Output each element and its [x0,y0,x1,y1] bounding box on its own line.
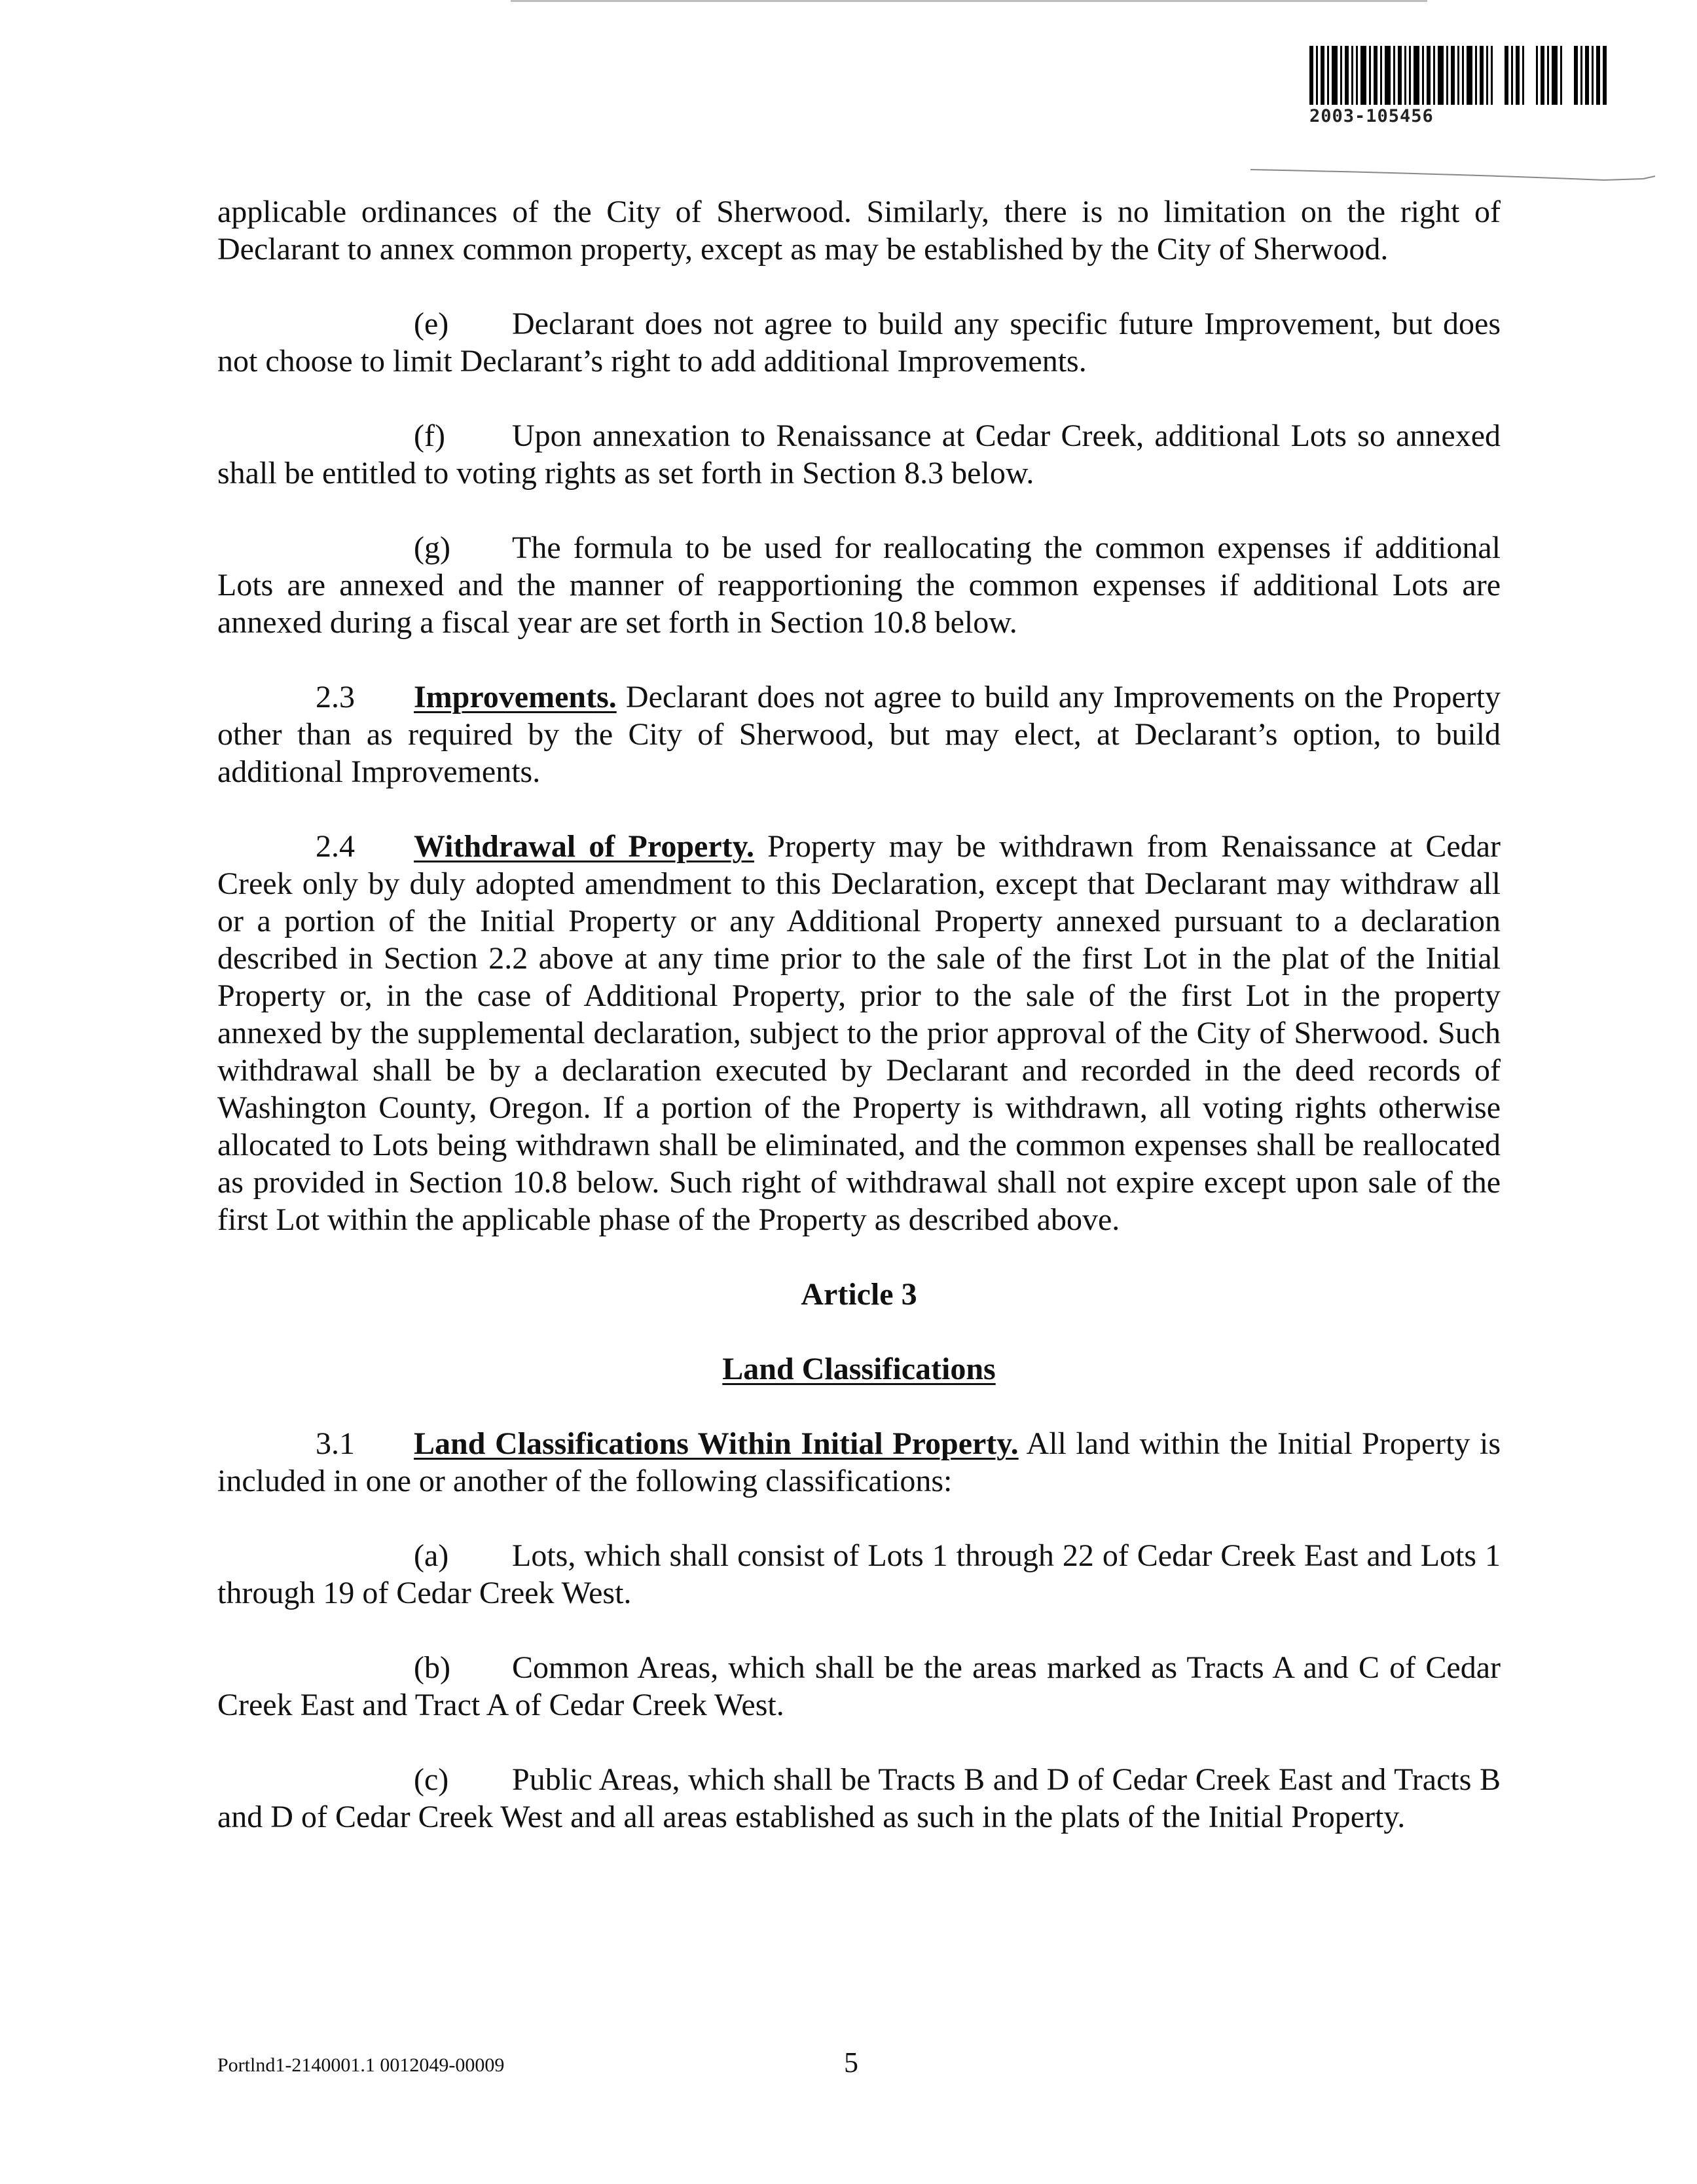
section-2-4 [217,828,1501,1238]
scan-artifact-line [1250,167,1656,187]
clause-number: (b) [414,1650,450,1685]
document-body [217,193,1501,1873]
clause-text: Common Areas, which shall be the areas marked as Tracts A and C of Cedar Creek East and Tract A of Cedar Creek West. [217,1650,1501,1722]
clause-a [217,1537,1501,1612]
clause-e [217,305,1501,380]
section-text: Property may be withdrawn from Renaissance at Cedar Creek only by duly adopted amendment to this Declaration, except that Declarant may withdraw all or a portion of the Initial Property or any Additional Property annexed pursuant to a declaration described in Section 2.2 above at any time prior to the sale of the first Lot in the plat of the Initial Property or, in the case of Additional Property, prior to the sale of the first Lot in the property annexed by the supplemental declaration, subject to the prior approval of the City of Sherwood. Such withdrawal shall be by a declaration executed by Declarant and recorded in the deed records of Washington County, Oregon. If a portion of the Property is withdrawn, all voting rights otherwise allocated to Lots being withdrawn shall be eliminated, and the common expenses shall be reallocated as provided in Section 10.8 below. Such right of withdrawal shall not expire except upon sale of the first Lot within the applicable phase of the Property as described above. [217,829,1501,1237]
section-number: 3.1 [316,1426,355,1461]
clause-b [217,1649,1501,1724]
section-text: All land within the Initial Property is included in one or another of the following classifications: [217,1426,1501,1498]
clause-number: (c) [414,1762,449,1797]
article-subtitle: Land Classifications [722,1352,996,1386]
clause-text: The formula to be used for reallocating the common expenses if additional Lots are annexed and the manner of reapportioning the common expenses if additional Lots are annexed during a fiscal year are set forth in Section 10.8 below. [217,530,1501,640]
clause-text: Declarant does not agree to build any specific future Improvement, but does not choose to limit Declarant’s right to add additional Improvements. [217,306,1501,379]
section-heading: Improvements. [414,680,617,714]
section-2-3 [217,678,1501,790]
clause-number: (a) [414,1538,449,1573]
clause-number: (f) [414,418,445,453]
clause-text: Public Areas, which shall be Tracts B and D of Cedar Creek East and Tracts B and D of Cedar Creek West and all areas established as such in the plats of the Initial Property. [217,1762,1501,1834]
recording-stamp [1309,46,1617,126]
section-heading: Withdrawal of Property. [414,829,754,864]
scan-top-edge-line [511,0,1427,2]
article-title: Article 3 [801,1277,917,1312]
section-3-1 [217,1425,1501,1500]
section-heading: Land Classifications Within Initial Property. [414,1426,1019,1461]
clause-f [217,417,1501,492]
clause-c [217,1761,1501,1836]
page-number: 5 [844,2046,858,2079]
clause-text: Upon annexation to Renaissance at Cedar Creek, additional Lots so annexed shall be entitled to voting rights as set forth in Section 8.3 below. [217,418,1501,490]
clause-number: (e) [414,306,449,341]
clause-number: (g) [414,530,450,565]
section-text: Declarant does not agree to build any Improvements on the Property other than as required by the City of Sherwood, but may elect, at Declarant’s option, to build additional Improvements. [217,680,1501,789]
footer-document-id: Portlnd1-2140001.1 0012049-00009 [217,2054,505,2076]
section-number: 2.4 [316,829,355,864]
section-number: 2.3 [316,680,355,714]
clause-text: Lots, which shall consist of Lots 1 through 22 of Cedar Creek East and Lots 1 through 19 of Cedar Creek West. [217,1538,1501,1610]
barcode-image [1309,46,1611,105]
clause-g [217,529,1501,641]
recording-number: 2003-105456 [1309,106,1434,126]
paragraph-continuation: applicable ordinances of the City of Sherwood. Similarly, there is no limitation on the right of Declarant to annex common property, except as may be established by the City of Sherwood. [217,194,1501,267]
